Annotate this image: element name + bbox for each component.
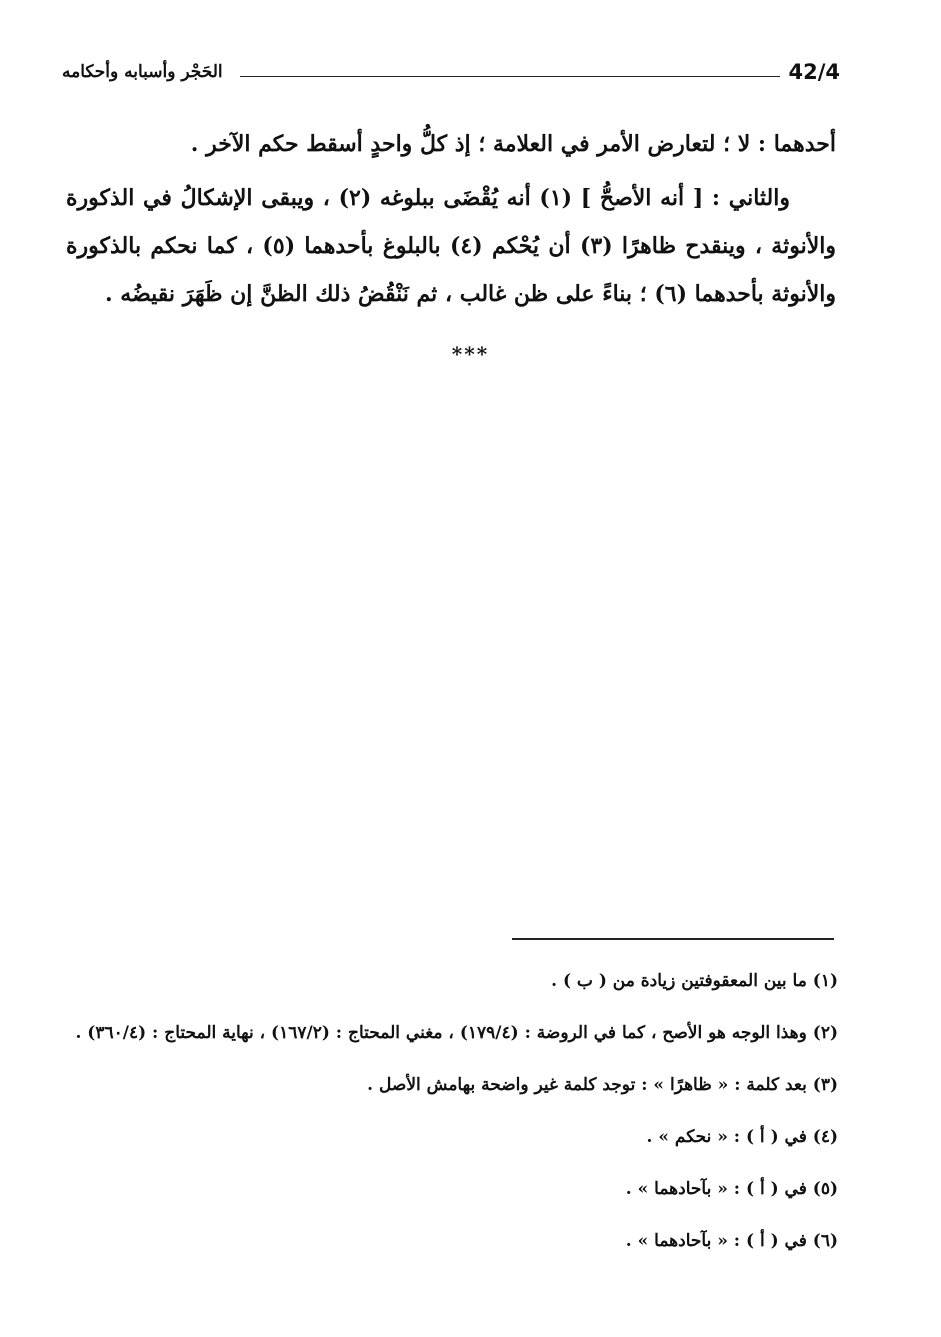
- page-number: 42/4: [788, 60, 840, 84]
- footnote-6: (٦) في ( أ ) : « بآحادهما » .: [625, 1231, 838, 1251]
- footnotes: [66, 968, 838, 1280]
- footnote-4: (٤) في ( أ ) : « نحكم » .: [646, 1127, 838, 1147]
- footnote-5: (٥) في ( أ ) : « بآحادهما » .: [625, 1179, 838, 1199]
- footnote-1: (١) ما بين المعقوفتين زيادة من ( ب ) .: [551, 971, 838, 991]
- footnote-divider: [512, 938, 834, 940]
- section-separator: ***: [451, 342, 490, 366]
- main-text: [66, 120, 836, 324]
- header-rule: [240, 76, 780, 77]
- running-title: الحَجْر وأسبابه وأحكامه: [62, 62, 223, 82]
- paragraph-second: والثاني : [ أنه الأصحُّ ] (١) أنه يُقْضَى ببلوغه (٢) ، ويبقى الإشكالُ في الذكورة والأنوثة ، وينقدح ظاهرًا (٣) أن يُحْكم (٤) بالبلوغ بأحدهما (٥) ، كما نحكم بالذكورة والأنوثة بأحدهما (٦) ؛ بناءً على ظن غالب ، ثم نَنْقُضُ ذلك الظنَّ إن ظَهَرَ نقيضُه .: [66, 185, 836, 307]
- paragraph-first: أحدهما : لا ؛ لتعارض الأمر في العلامة ؛ إذ كلُّ واحدٍ أسقط حكم الآخر .: [190, 131, 836, 157]
- footnote-2: (٢) وهذا الوجه هو الأصح ، كما في الروضة : (١٧٩/٤) ، مغني المحتاج : (١٦٧/٢) ، نهاية المحتاج : (٣٦٠/٤) .: [75, 1023, 838, 1043]
- page-header: [62, 58, 842, 98]
- footnote-3: (٣) بعد كلمة : « ظاهرًا » : توجد كلمة غير واضحة بهامش الأصل .: [367, 1075, 838, 1095]
